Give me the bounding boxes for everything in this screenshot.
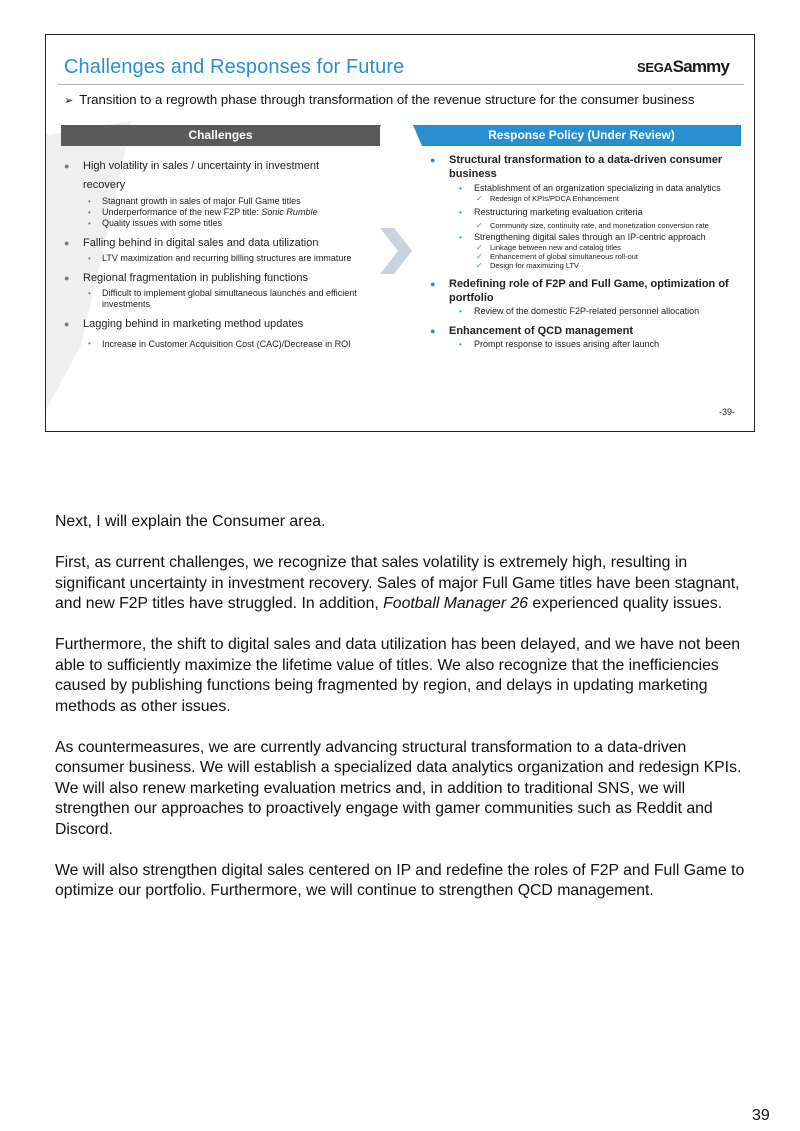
response-check-item: ✓ Community size, continuity rate, and monetization conversion rate — [476, 221, 709, 230]
challenge-subitem: • Stagnant growth in sales of major Full Game titles — [88, 196, 301, 206]
slide-subtitle — [64, 92, 694, 107]
challenge-item: ● Regional fragmentation in publishing functions — [64, 269, 364, 288]
response-check-item: ✓ Linkage between new and catalog titles — [476, 243, 621, 252]
bullet-dot-icon: ● — [430, 326, 436, 336]
notes-paragraph: We will also strengthen digital sales centered on IP and redefine the roles of F2P and Full Game to optimize our portfolio. Furthermore, we will continue to strengthen QCD management. — [55, 861, 745, 899]
checkmark-icon: ✓ — [476, 252, 483, 261]
slide-title: Challenges and Responses for Future — [64, 56, 405, 78]
challenges-list — [64, 157, 364, 354]
challenges-header-edge — [372, 125, 381, 146]
response-item: ● Enhancement of QCD management — [430, 325, 633, 337]
response-subitem: • Establishment of an organization specializing in data analytics — [459, 183, 721, 193]
bullet-dot-icon: ● — [64, 319, 70, 329]
bullet-dot-icon: ● — [64, 273, 70, 283]
notes-paragraph: Next, I will explain the Consumer area. — [55, 513, 326, 530]
response-check-item: ✓ Redesign of KPIs/PDCA Enhancement — [476, 194, 619, 203]
challenge-item: ● Lagging behind in marketing method updates — [64, 315, 364, 334]
challenge-subitem: • LTV maximization and recurring billing structures are immature — [88, 253, 352, 263]
notes-paragraph: Furthermore, the shift to digital sales and data utilization has been delayed, and we have not been able to sufficiently maximize the lifetime value of titles. We also recognize that the inefficiencies caused by publishing functions being fragmented by region, and delays in updating marketing methods as other issues. — [55, 636, 740, 715]
response-list — [430, 153, 730, 350]
response-subitem: • Strengthening digital sales through an IP-centric approach — [459, 232, 706, 242]
challenge-item: ● High volatility in sales / uncertainty in investment recovery — [64, 157, 364, 195]
page-number: 39 — [752, 1107, 770, 1124]
bullet-dot-icon: ● — [64, 238, 70, 248]
response-check-item: ✓ Design for maximizing LTV — [476, 261, 580, 270]
response-item: ● Redefining role of F2P and Full Game, optimization of portfolio — [430, 278, 729, 304]
checkmark-icon: ✓ — [476, 261, 483, 270]
response-item: ● Structural transformation to a data-driven consumer business — [430, 154, 723, 180]
slide-page-label: -39- — [719, 407, 736, 417]
notes-paragraph: As countermeasures, we are currently advancing structural transformation to a data-driven consumer business. We will establish a specialized data analytics organization and redesign KPIs. We will also renew marketing evaluation metrics and, in addition to traditional SNS, we will strengthen our approaches to proactively engage with gamer communities such as Reddit and Discord. — [55, 738, 742, 838]
checkmark-icon: ✓ — [476, 243, 483, 252]
response-subitem: • Prompt response to issues arising after launch — [459, 339, 660, 349]
chevron-right-icon — [380, 228, 412, 274]
company-logo: SEGASammy — [637, 57, 730, 76]
challenge-subitem: • Increase in Customer Acquisition Cost (CAC)/Decrease in ROI — [88, 339, 351, 349]
response-subitem: • Restructuring marketing evaluation criteria — [459, 207, 643, 217]
challenge-subitem: • Quality issues with some titles — [88, 218, 223, 228]
arrow-bullet-icon: ➢ — [64, 95, 74, 107]
bullet-dot-icon: ● — [430, 155, 436, 165]
subtitle-text: Transition to a regrowth phase through transformation of the revenue structure for the consumer business — [79, 92, 695, 107]
notes-paragraph: First, as current challenges, we recognize that sales volatility is extremely high, resulting in significant uncertainty in investment recovery. Sales of major Full Game titles have been stagnant, and new F2P titles have struggled. In addition, Football Manager 26 experienced quality issues. — [55, 554, 740, 612]
bullet-dot-icon: ● — [430, 279, 436, 289]
challenge-item: ● Falling behind in digital sales and data utilization — [64, 234, 364, 253]
response-header-edge — [413, 125, 422, 146]
challenge-subitem: • Underperformance of the new F2P title: Sonic Rumble — [88, 207, 318, 217]
slide-frame — [45, 34, 755, 432]
challenge-subitem: • Difficult to implement global simultaneous launches and efficient investments — [88, 288, 357, 309]
title-divider — [58, 84, 744, 85]
checkmark-icon: ✓ — [476, 221, 483, 230]
speaker-notes — [55, 512, 755, 922]
bullet-dot-icon: ● — [64, 161, 70, 171]
checkmark-icon: ✓ — [476, 194, 483, 203]
response-check-item: ✓ Enhancement of global simultaneous roll-out — [476, 252, 639, 261]
response-subitem: • Review of the domestic F2P-related personnel allocation — [459, 306, 700, 316]
challenges-header: Challenges — [61, 125, 380, 146]
response-header: Response Policy (Under Review) — [422, 125, 741, 146]
